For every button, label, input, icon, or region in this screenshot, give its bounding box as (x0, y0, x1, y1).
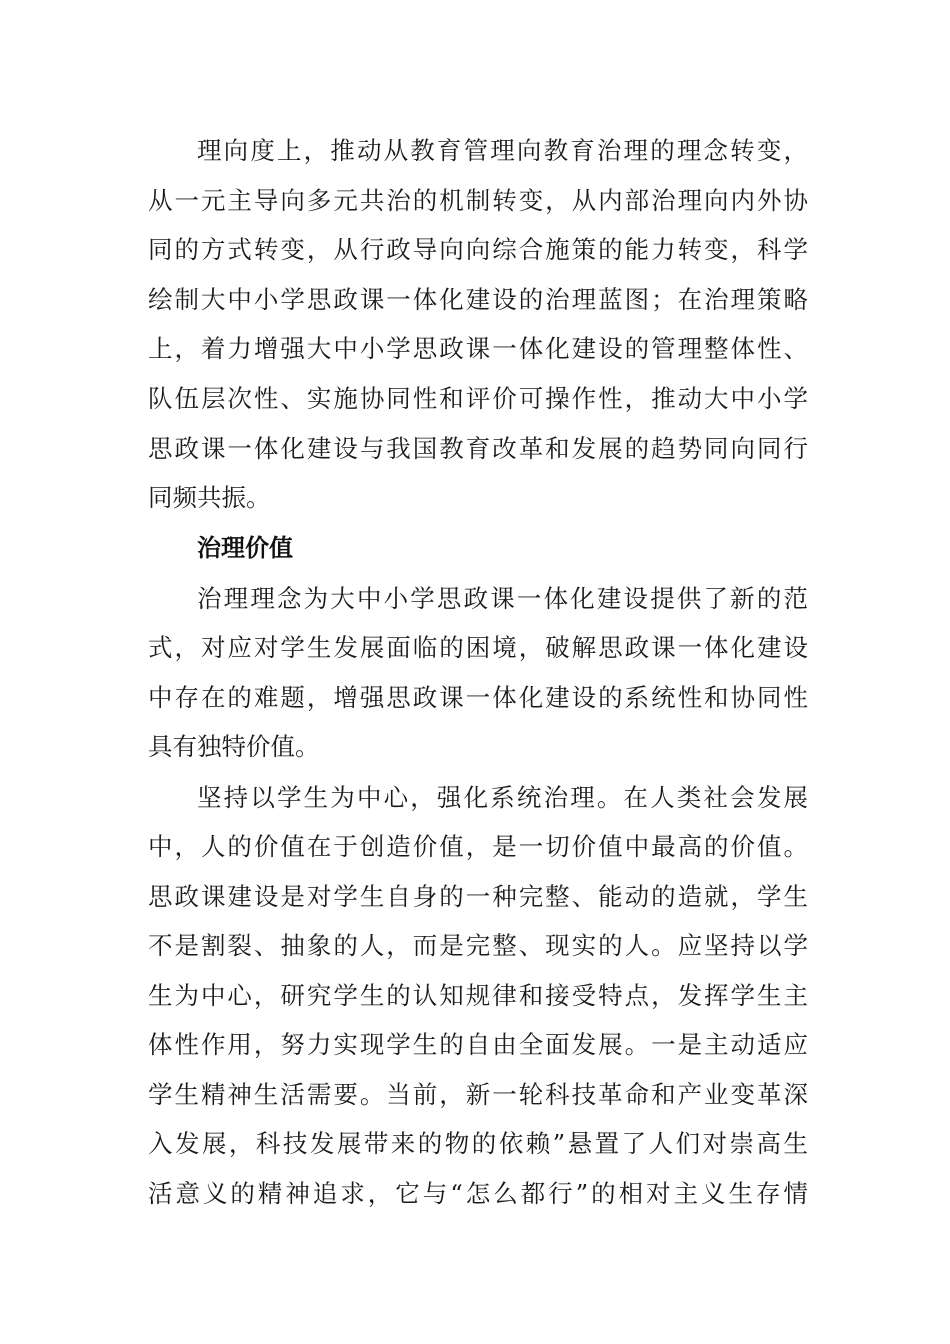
paragraph-2-line-4: 具有独特价值。 (148, 732, 320, 761)
paragraph-3-line-9: 活意义的精神追求，它与“怎么都行”的相对主义生存情 (148, 1179, 808, 1208)
paragraph-2-line-2: 式，对应对学生发展面临的困境，破解思政课一体化建设 (148, 633, 808, 662)
paragraph-3-line-3: 思政课建设是对学生自身的一种完整、能动的造就，学生 (148, 882, 808, 911)
paragraph-1-line-4: 绘制大中小学思政课一体化建设的治理蓝图；在治理策略 (148, 285, 808, 314)
paragraph-1-line-1: 理向度上，推动从教育管理向教育治理的理念转变， (197, 136, 808, 165)
paragraph-3-line-5: 生为中心，研究学生的认知规律和接受特点，发挥学生主 (148, 981, 808, 1010)
paragraph-1-line-2: 从一元主导向多元共治的机制转变，从内部治理向内外协 (148, 186, 808, 215)
paragraph-2-line-3: 中存在的难题，增强思政课一体化建设的系统性和协同性 (148, 683, 808, 712)
paragraph-1-line-8: 同频共振。 (148, 483, 271, 512)
paragraph-3-line-2: 中，人的价值在于创造价值，是一切价值中最高的价值。 (148, 832, 808, 861)
paragraph-3-line-1: 坚持以学生为中心，强化系统治理。在人类社会发展 (197, 783, 808, 812)
paragraph-1-line-5: 上，着力增强大中小学思政课一体化建设的管理整体性、 (148, 334, 808, 363)
paragraph-1-line-6: 队伍层次性、实施协同性和评价可操作性，推动大中小学 (148, 384, 808, 413)
paragraph-3-line-4: 不是割裂、抽象的人，而是完整、现实的人。应坚持以学 (148, 931, 808, 960)
paragraph-3-line-6: 体性作用，努力实现学生的自由全面发展。一是主动适应 (148, 1030, 808, 1059)
paragraph-3-line-8: 入发展，科技发展带来的物的依赖”悬置了人们对崇高生 (148, 1129, 808, 1158)
section-heading: 治理价值 (197, 534, 293, 562)
paragraph-3-line-7: 学生精神生活需要。当前，新一轮科技革命和产业变革深 (148, 1080, 808, 1109)
paragraph-1-line-7: 思政课一体化建设与我国教育改革和发展的趋势同向同行 (148, 434, 808, 463)
paragraph-2-line-1: 治理理念为大中小学思政课一体化建设提供了新的范 (197, 584, 808, 613)
paragraph-1-line-3: 同的方式转变，从行政导向向综合施策的能力转变，科学 (148, 235, 808, 264)
